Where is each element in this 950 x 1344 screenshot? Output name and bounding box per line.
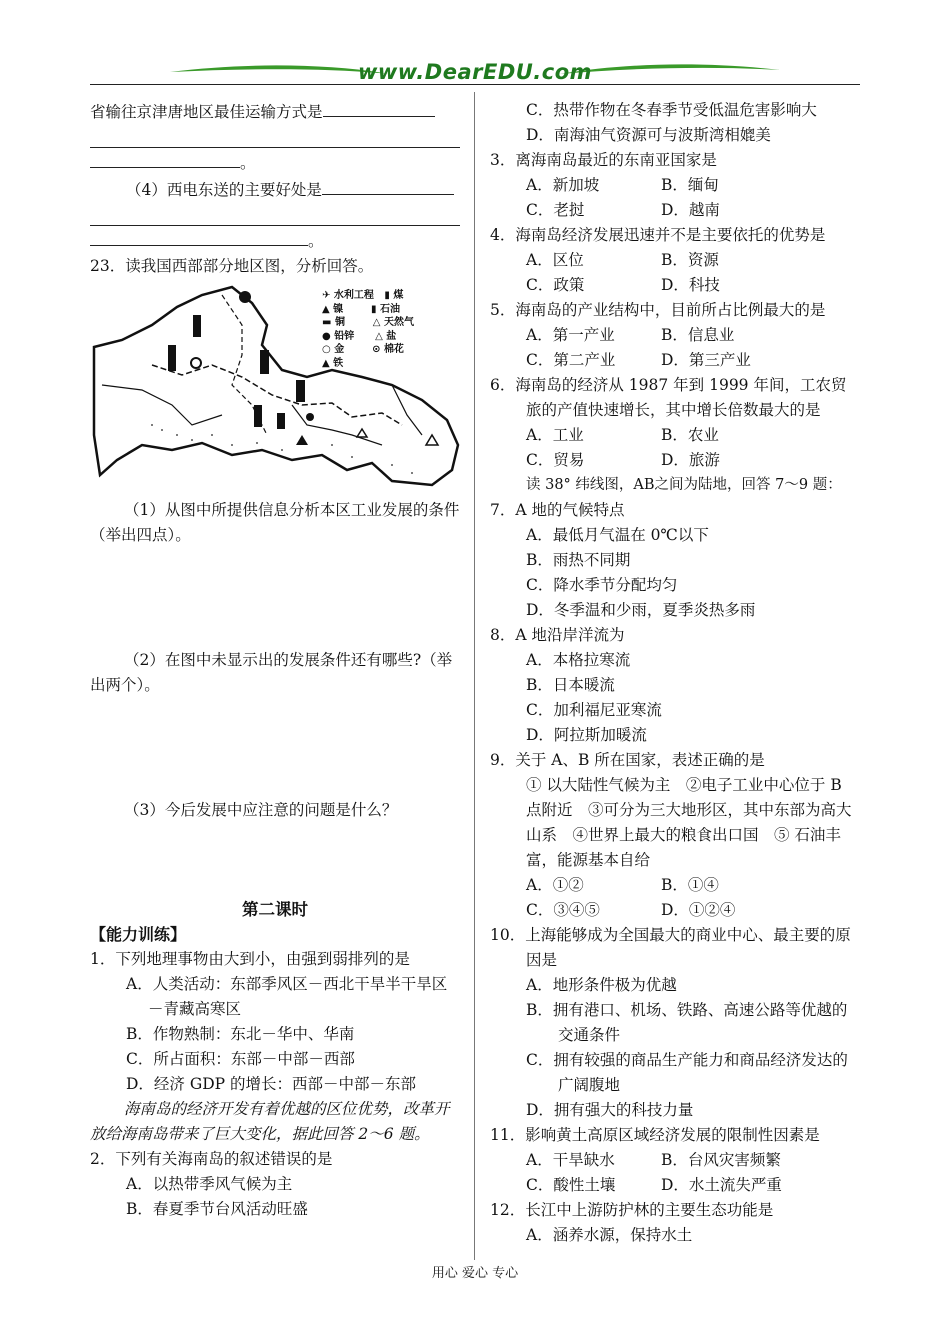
question-11: 11．影响黄土高原区域经济发展的限制性因素是	[490, 1126, 820, 1144]
q23-3: （3）今后发展中应注意的问题是什么？	[124, 801, 398, 819]
q2-option-a: A．以热带季风气候为主	[126, 1175, 293, 1193]
question-2: 2．下列有关海南岛的叙述错误的是	[90, 1150, 333, 1168]
q4-options-row: A．区位 B．资源	[526, 251, 719, 269]
q8-option-c: C．加利福尼亚寒流	[526, 701, 662, 719]
gold-marker	[191, 358, 201, 368]
question-5: 5．海南岛的产业结构中，目前所占比例最大的是	[490, 301, 826, 319]
q6-options-row: A．工业 B．农业	[526, 426, 719, 444]
question-8: 8．A 地沿岸洋流为	[490, 626, 625, 644]
q23-1: （1）从图中所提供信息分析本区工业发展的条件（举出四点）。	[90, 501, 460, 544]
answer-space[interactable]	[90, 698, 460, 798]
answer-blank[interactable]	[322, 176, 454, 195]
oil-marker	[193, 315, 201, 337]
site-url: www.DearEDU.com	[357, 60, 593, 84]
q6-options-row: C．贸易 D．旅游	[526, 451, 720, 469]
map-legend: ✈ 水利工程 ▮ 煤 ▲ 镍 ▮ 石油 ▬ 铜 △ 天然气 ● 铅锌 △ 盐 ○ 金 ⊙ 棉花 ▲ 铁	[322, 290, 414, 369]
q9-options-row: A．①② B．①④	[526, 876, 719, 894]
salt-marker	[357, 429, 367, 437]
q5-options-row: C．第二产业 D．第三产业	[526, 351, 751, 369]
answer-blank[interactable]	[90, 227, 308, 246]
q1-option-b: B．作物熟制：东北－华中、华南	[126, 1025, 355, 1043]
latitude-intro: 读 38° 纬线图，AB之间为陆地，回答 7～9 题：	[526, 477, 842, 493]
q7-option-b: B．雨热不同期	[526, 551, 631, 569]
page-header	[90, 58, 860, 88]
hainan-intro: 海南岛的经济开发有着优越的区位优势，改革开放给海南岛带来了巨大变化，据此回答 2～6 题。	[90, 1100, 450, 1143]
q10-option-d: D．拥有强大的科技力量	[526, 1101, 694, 1119]
oil-marker	[254, 405, 262, 427]
q2-option-c: C．热带作物在冬春季节受低温危害影响大	[526, 101, 817, 119]
cotton-marker	[239, 291, 251, 303]
q22-4: （4）西电东送的主要好处是	[90, 176, 460, 203]
right-column	[490, 98, 860, 1248]
q7-option-d: D．冬季温和少雨，夏季炎热多雨	[526, 601, 756, 619]
q11-options-row: A．干旱缺水 B．台风灾害频繁	[526, 1151, 781, 1169]
question-6: 6．海南岛的经济从 1987 年到 1999 年间，工农贸旅的产值快速增长，其中增长倍数最大的是	[490, 376, 847, 419]
left-column	[90, 98, 460, 1222]
q22-4-end: 。	[90, 227, 460, 254]
q7-option-a: A．最低月气温在 0℃以下	[526, 526, 709, 544]
q23-stem: 23．读我国西部部分地区图，分析回答。	[90, 257, 374, 275]
answer-blank[interactable]	[323, 98, 435, 117]
question-10: 10．上海能够成为全国最大的商业中心、最主要的原因是	[490, 926, 851, 969]
q8-option-b: B．日本暖流	[526, 676, 615, 694]
q3-options-row: A．新加坡 B．缅甸	[526, 176, 719, 194]
q10-option-c: C．拥有较强的商品生产能力和商品经济发达的广阔腹地	[526, 1051, 848, 1094]
page-footer: 用心 爱心 专心	[431, 1266, 519, 1281]
answer-space[interactable]	[90, 548, 460, 648]
cotton-marker	[306, 413, 314, 421]
answer-line[interactable]	[90, 203, 460, 226]
question-12: 12．长江中上游防护林的主要生态功能是	[490, 1201, 774, 1219]
q5-options-row: A．第一产业 B．信息业	[526, 326, 735, 344]
header-rule	[90, 84, 860, 85]
q10-option-a: A．地形条件极为优越	[526, 976, 677, 994]
q3-options-row: C．老挝 D．越南	[526, 201, 720, 219]
q8-option-a: A．本格拉寒流	[526, 651, 631, 669]
q7-option-c: C．降水季节分配均匀	[526, 576, 678, 594]
oil-marker	[260, 350, 269, 374]
question-9: 9．关于 A、B 所在国家，表述正确的是	[490, 751, 765, 769]
oil-marker	[296, 380, 305, 402]
q10-option-b: B．拥有港口、机场、铁路、高速公路等优越的交通条件	[526, 1001, 848, 1044]
answer-blank[interactable]	[90, 149, 240, 168]
oil-marker	[277, 413, 285, 429]
q9-options-row: C．③④⑤ D．①②④	[526, 901, 736, 919]
q2-option-d: D．南海油气资源可与波斯湾相媲美	[526, 126, 771, 144]
q4-options-row: C．政策 D．科技	[526, 276, 720, 294]
iron-marker	[296, 435, 308, 445]
question-7: 7．A 地的气候特点	[490, 501, 625, 519]
q22-line-3-end: 。	[90, 149, 460, 176]
q1-option-c: C．所占面积：东部－中部－西部	[126, 1050, 355, 1068]
training-heading: 【能力训练】	[90, 925, 187, 944]
column-divider	[474, 92, 475, 1260]
q1-option-a: A．人类活动：东部季风区－西北干旱半干旱区－青藏高寒区	[126, 975, 448, 1018]
western-china-map	[92, 285, 460, 490]
q22-line-3: 省输往京津唐地区最佳运输方式是	[90, 98, 460, 125]
oil-marker	[168, 345, 176, 371]
question-1: 1．下列地理事物由大到小，由强到弱排列的是	[90, 950, 410, 968]
q8-option-d: D．阿拉斯加暖流	[526, 726, 647, 744]
q2-option-b: B．春夏季节台风活动旺盛	[126, 1200, 308, 1218]
q12-option-a: A．涵养水源，保持水土	[526, 1226, 693, 1244]
answer-line[interactable]	[90, 125, 460, 148]
answer-space[interactable]	[90, 823, 460, 891]
q9-statements: ① 以大陆性气候为主 ②电子工业中心位于 B 点附近 ③可分为三大地形区，其中东部为高大山系 ④世界上最大的粮食出口国 ⑤ 石油丰富，能源基本自给	[526, 776, 852, 869]
gas-marker	[426, 435, 438, 445]
question-4: 4．海南岛经济发展迅速并不是主要依托的优势是	[490, 226, 826, 244]
q23-2: （2）在图中未显示出的发展条件还有哪些?（举出两个）。	[90, 651, 453, 694]
q1-option-d: D．经济 GDP 的增长：西部－中部－东部	[126, 1075, 417, 1093]
q11-options-row: C．酸性土壤 D．水土流失严重	[526, 1176, 782, 1194]
section-title: 第二课时	[242, 900, 308, 919]
question-3: 3．离海南岛最近的东南亚国家是	[490, 151, 717, 169]
